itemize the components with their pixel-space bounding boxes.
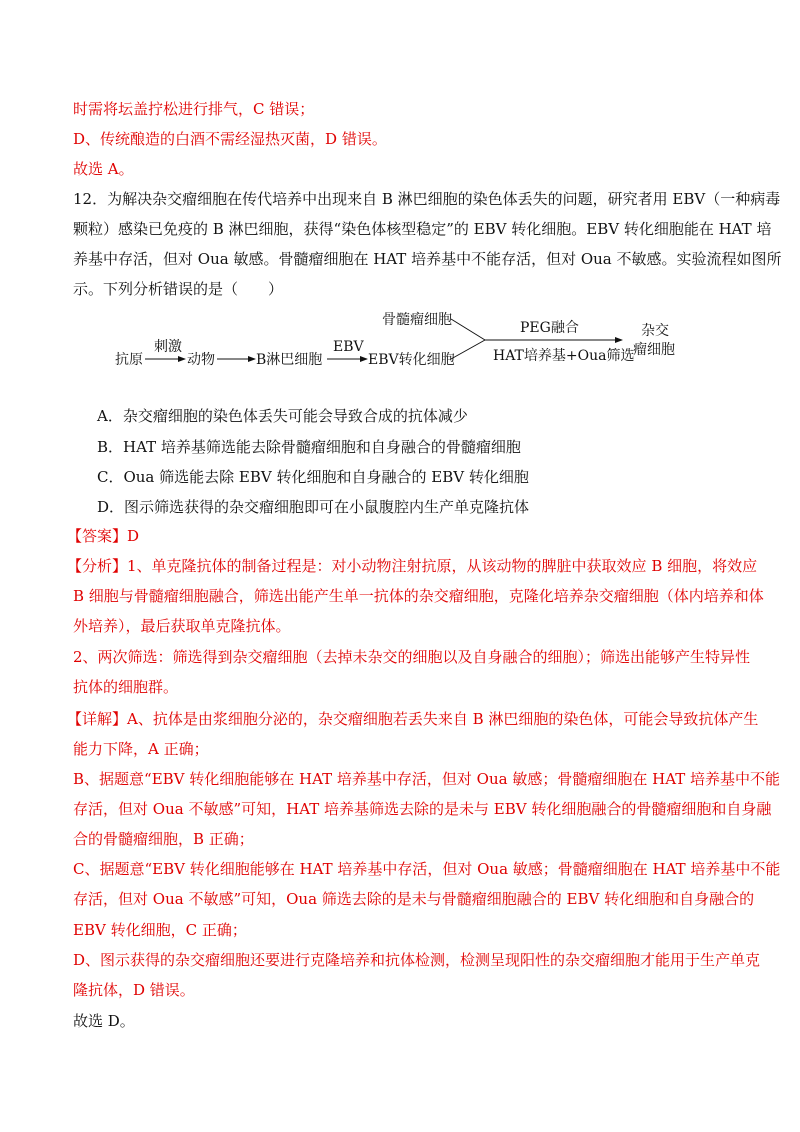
- prev-answer-line: 故选 A。: [73, 160, 134, 178]
- answer-label: 【答案】D: [67, 527, 140, 545]
- b-lymphocyte-label: B淋巴细胞: [256, 352, 323, 368]
- myeloma-cell-label: 骨髓瘤细胞: [382, 312, 452, 328]
- hat-oua-screening-label: HAT培养基+Oua筛选: [493, 348, 635, 364]
- antigen-label: 抗原: [115, 352, 143, 368]
- detail-line-7: 存活，但对 Oua 不敏感”可知，Oua 筛选去除的是未与骨髓瘤细胞融合的 EBV 转化细胞和自身融合的: [73, 890, 755, 908]
- question-stem-line-1: 12．为解决杂交瘤细胞在传代培养中出现来自 B 淋巴细胞的染色体丢失的问题，研究者用 EBV（一种病毒: [73, 190, 781, 208]
- option-c: C．Oua 筛选能去除 EBV 转化细胞和自身融合的 EBV 转化细胞: [97, 468, 529, 486]
- detail-line-1: 【详解】A、抗体是由浆细胞分泌的，杂交瘤细胞若丢失来自 B 淋巴细胞的染色体，可能会导致抗体产生: [67, 710, 759, 728]
- analysis-line-3: 外培养），最后获取单克隆抗体。: [73, 617, 291, 635]
- branch-line-ebvcell: [451, 340, 485, 359]
- detail-line-8: EBV 转化细胞，C 正确；: [73, 921, 247, 939]
- ebv-transformed-cell-label: EBV转化细胞: [368, 352, 455, 368]
- analysis-line-5: 抗体的细胞群。: [73, 678, 179, 696]
- detail-line-6: C、据题意“EBV 转化细胞能够在 HAT 培养基中存活，但对 Oua 敏感；骨髓瘤细胞在 HAT 培养基中不能: [73, 860, 781, 878]
- experiment-flow-diagram: [105, 305, 705, 385]
- hybridoma-label-line-2: 瘤细胞: [633, 342, 675, 358]
- question-stem-line-4: 示。下列分析错误的是（ ）: [73, 280, 284, 298]
- detail-line-3: B、据题意“EBV 转化细胞能够在 HAT 培养基中存活，但对 Oua 敏感；骨髓瘤细胞在 HAT 培养基中不能: [73, 770, 780, 788]
- detail-line-2: 能力下降，A 正确；: [73, 740, 209, 758]
- question-stem-line-2: 颗粒）感染已免疫的 B 淋巴细胞，获得“染色体核型稳定”的 EBV 转化细胞。EBV 转化细胞能在 HAT 培: [73, 220, 772, 238]
- option-b: B．HAT 培养基筛选能去除骨髓瘤细胞和自身融合的骨髓瘤细胞: [97, 438, 521, 456]
- detail-line-5: 合的骨髓瘤细胞，B 正确；: [73, 830, 254, 848]
- stimulate-label: 刺激: [154, 339, 182, 355]
- option-a: A．杂交瘤细胞的染色体丢失可能会导致合成的抗体减少: [97, 407, 468, 425]
- prev-explanation-line-2: D、传统酿造的白酒不需经湿热灭菌，D 错误。: [73, 130, 387, 148]
- detail-line-9: D、图示获得的杂交瘤细胞还要进行克隆培养和抗体检测，检测呈现阳性的杂交瘤细胞才能用于生产单克: [73, 951, 761, 969]
- question-stem-line-3: 养基中存活，但对 Oua 敏感。骨髓瘤细胞在 HAT 培养基中不能存活，但对 Oua 不敏感。实验流程如图所: [73, 250, 782, 268]
- analysis-line-2: B 细胞与骨髓瘤细胞融合，筛选出能产生单一抗体的杂交瘤细胞，克隆化培养杂交瘤细胞（体内培养和体: [73, 587, 764, 605]
- analysis-line-4: 2、两次筛选：筛选得到杂交瘤细胞（去掉未杂交的细胞以及自身融合的细胞）；筛选出能够产生特异性: [73, 648, 751, 666]
- ebv-label: EBV: [333, 339, 364, 355]
- option-d: D．图示筛选获得的杂交瘤细胞即可在小鼠腹腔内生产单克隆抗体: [97, 498, 530, 516]
- prev-explanation-line-1: 时需将坛盖拧松进行排气，C 错误；: [73, 100, 315, 118]
- detail-line-10: 隆抗体，D 错误。: [73, 981, 195, 999]
- analysis-line-1: 【分析】1、单克隆抗体的制备过程是：对小动物注射抗原，从该动物的脾脏中获取效应 B 细胞，将效应: [67, 557, 758, 575]
- peg-fusion-label: PEG融合: [520, 320, 579, 336]
- branch-line-myeloma: [451, 319, 485, 340]
- final-answer-line: 故选 D。: [73, 1012, 135, 1030]
- hybridoma-label-line-1: 杂交: [641, 323, 669, 339]
- animal-label: 动物: [187, 352, 215, 368]
- detail-line-4: 存活，但对 Oua 不敏感”可知，HAT 培养基筛选去除的是未与 EBV 转化细胞融合的骨髓瘤细胞和自身融: [73, 800, 772, 818]
